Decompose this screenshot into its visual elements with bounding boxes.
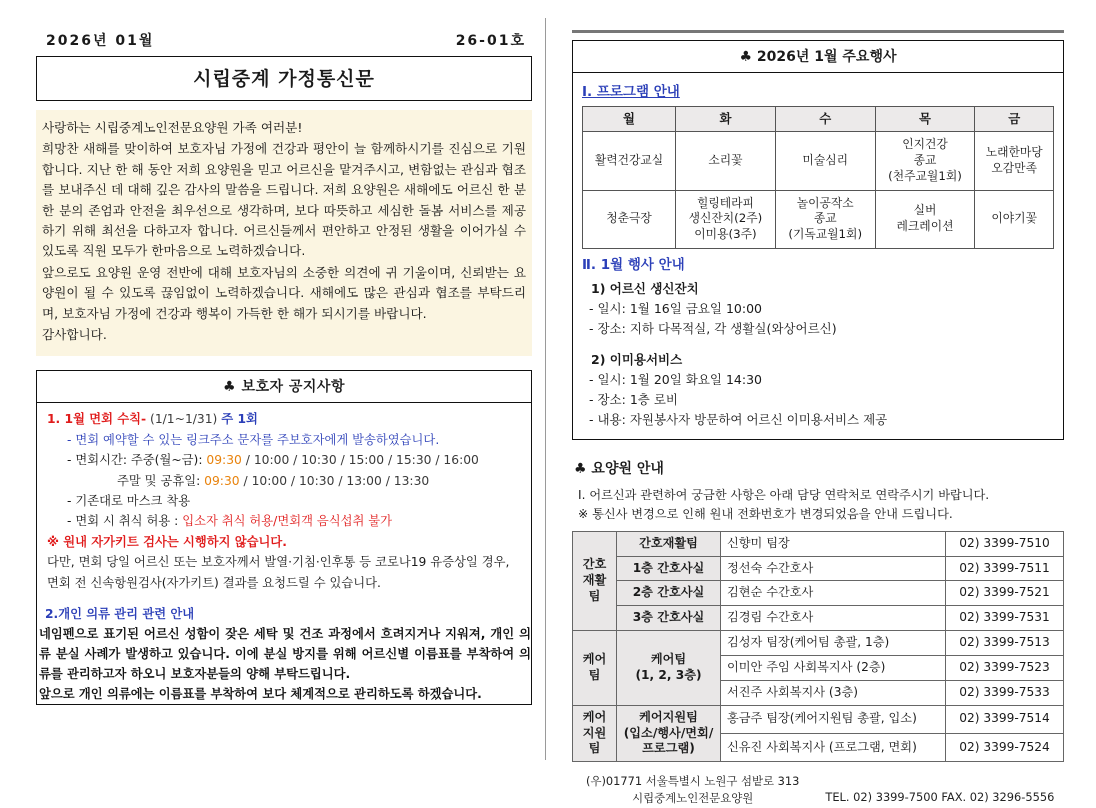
contact-tel: 02) 3399-7531 — [946, 606, 1064, 631]
notice-mask-rule: - 기존대로 마스크 착용 — [67, 493, 191, 508]
program-section-title: Ⅰ. 프로그램 안내 — [582, 83, 680, 100]
intro-section — [36, 110, 532, 356]
contact-sub: 3층 간호사실 — [617, 606, 721, 631]
contact-tel: 02) 3399-7523 — [946, 656, 1064, 681]
events-heading: ♣ 2026년 1월 주요행사 — [573, 41, 1063, 73]
event1-when: - 일시: 1월 16일 금요일 10:00 — [589, 300, 762, 316]
program-header-wed: 수 — [775, 106, 875, 132]
event-spacer — [585, 339, 1054, 350]
contact-tel: 02) 3399-7533 — [946, 680, 1064, 705]
notice-item2-title: 2.개인 의류 관리 관련 안내 — [45, 606, 195, 621]
program-cell: 인지건강 종교 (천주교월1회) — [875, 132, 975, 190]
left-column — [36, 30, 532, 705]
care-note-2: ※ 통신사 변경으로 인해 원내 전화번호가 변경되었음을 안내 드립니다. — [578, 506, 953, 521]
meal-rule-label: - 면회 시 취식 허용 : — [67, 514, 179, 529]
contact-group-care: 케어 팀 — [573, 631, 617, 706]
column-divider — [545, 18, 546, 760]
program-cell: 미술심리 — [775, 132, 875, 190]
contact-name: 정선숙 수간호사 — [721, 556, 946, 581]
event1-where: - 장소: 지하 다목적실, 각 생활실(와상어르신) — [589, 320, 837, 336]
program-header-thu: 목 — [875, 106, 975, 132]
table-row — [573, 531, 1064, 556]
footer-tel-fax: TEL. 02) 3399-7500 FAX. 02) 3296-5556 — [825, 790, 1055, 805]
guardian-notice-heading: ♣ 보호자 공지사항 — [37, 371, 531, 403]
table-row — [573, 705, 1064, 733]
notice-link-line: - 면회 예약할 수 있는 링크주소 문자를 주보호자에게 발송하였습니다. — [67, 432, 440, 447]
contact-group-nursing: 간호 재활 팀 — [573, 531, 617, 630]
notice-item1-label: 1. 1월 면회 수칙- — [47, 412, 147, 427]
contact-name: 홍금주 팀장(케어지원팀 총괄, 입소) — [721, 705, 946, 733]
program-table-header-row — [583, 106, 1054, 132]
program-cell: 소리꽃 — [676, 132, 776, 190]
events-body — [573, 73, 1063, 439]
intro-greeting: 사랑하는 시립중계노인전문요양원 가족 여러분! — [42, 120, 303, 135]
contact-name: 김현순 수간호사 — [721, 581, 946, 606]
program-cell: 노래한마당 오감만족 — [975, 132, 1054, 190]
guardian-notice-body — [37, 403, 531, 601]
notice-item1-title — [45, 409, 523, 429]
weekday-other-slots: / 10:00 / 10:30 / 15:00 / 15:30 / 16:00 — [245, 453, 479, 468]
footer — [572, 773, 1064, 807]
table-row — [573, 631, 1064, 656]
contact-tel: 02) 3399-7514 — [946, 705, 1064, 733]
contact-sub: 1층 간호사실 — [617, 556, 721, 581]
table-row — [573, 606, 1064, 631]
intro-closing: 감사합니다. — [42, 326, 107, 342]
contact-sub: 케어지원팀 (입소/행사/면회/프로그램) — [617, 705, 721, 762]
notice-item2 — [37, 605, 531, 705]
table-row — [583, 190, 1054, 248]
event2-where: - 장소: 1층 로비 — [589, 391, 678, 407]
masthead — [36, 30, 532, 56]
notice-selftest-warning: ※ 원내 자가키트 검사는 시행하지 않습니다. — [47, 534, 287, 549]
notice-item1-frequency: 주 1회 — [221, 412, 258, 427]
contact-group-care-support: 케어 지원 팀 — [573, 705, 617, 762]
intro-paragraph-2: 앞으로도 요양원 운영 전반에 대해 보호자님의 소중한 의견에 귀 기울이며, 신뢰받는 요양원이 될 수 있도록 끊임없이 노력하겠습니다. 새해에도 많은 관심과 협조를 부탁드리며, 보호자님 가정에 건강과 행복이 가득한 한 해가 되시기를 바랍니다. — [42, 264, 526, 321]
program-cell: 청춘극장 — [583, 190, 676, 248]
contact-name: 신유진 사회복지사 (프로그램, 면회) — [721, 734, 946, 762]
footer-address-line1: (우)01771 서울특별시 노원구 섬밭로 313 — [586, 774, 800, 789]
care-note-1: Ⅰ. 어르신과 관련하여 궁금한 사항은 아래 담당 연락처로 연락주시기 바랍니다. — [578, 487, 990, 502]
contact-table-body — [573, 531, 1064, 762]
program-cell: 힐링테라피 생신잔치(2주) 이미용(3주) — [676, 190, 776, 248]
intro-paragraph-1: 희망찬 새해를 맞이하여 보호자님 가정에 건강과 평안이 늘 함께하시기를 진심으로 기원합니다. 지난 한 해 동안 저희 요양원을 믿고 어르신을 맡겨주시고, 변함없는 관심과 협조를 보내주신 데 대해 깊은 감사의 말씀을 드립니다. 저희 요양원은 새해에도 어르신 한 분 한 분의 존엄과 안전을 최우선으로 생각하며, 보다 따뜻하고 세심한 돌봄 서비스를 제공하기 위해 최선을 다하고자 합니다. 어르신들께서 편안하고 안정된 생활을 이어가실 수 있도록 직원 모두가 한마음으로 노력하겠습니다. — [42, 141, 526, 259]
table-row — [573, 556, 1064, 581]
contact-sub: 간호재활팀 — [617, 531, 721, 556]
page-title: 시립중계 가정통신문 — [193, 68, 375, 90]
notice-weekend-hours — [45, 471, 523, 491]
title-box — [36, 56, 532, 101]
weekend-first-slot: 09:30 — [204, 473, 240, 488]
weekend-other-slots: / 10:00 / 10:30 / 13:00 / 13:30 — [243, 473, 430, 488]
notice-item2-body2: 앞으로 개인 의류에는 이름표를 부착하여 보다 체계적으로 관리하도록 하겠습니다. — [39, 686, 482, 701]
january-events-list — [582, 279, 1054, 430]
contact-name: 신향미 팀장 — [721, 531, 946, 556]
contact-sub: 케어팀 (1, 2, 3층) — [617, 631, 721, 706]
contact-tel: 02) 3399-7513 — [946, 631, 1064, 656]
contact-tel: 02) 3399-7524 — [946, 734, 1064, 762]
program-header-tue: 화 — [676, 106, 776, 132]
contact-name: 김경림 수간호사 — [721, 606, 946, 631]
program-cell: 실버 레크레이션 — [875, 190, 975, 248]
table-row — [573, 581, 1064, 606]
contact-name: 서진주 사회복지사 (3층) — [721, 680, 946, 705]
event2-when: - 일시: 1월 20일 화요일 14:30 — [589, 371, 762, 387]
notice-covid-extra: 다만, 면회 당일 어르신 또는 보호자께서 발열·기침·인후통 등 코로나19 유증상일 경우, 면회 전 신속항원검사(자가키트) 결과를 요청드릴 수 있습니다. — [47, 555, 510, 590]
event1-name: 1) 어르신 생신잔치 — [591, 280, 699, 296]
january-events-title: Ⅱ. 1월 행사 안내 — [582, 256, 685, 273]
program-cell: 이야기꽃 — [975, 190, 1054, 248]
event2-what: - 내용: 자원봉사자 방문하여 어르신 이미용서비스 제공 — [589, 411, 888, 427]
program-schedule-table — [582, 106, 1054, 249]
table-row — [583, 132, 1054, 190]
guardian-notice-box — [36, 370, 532, 705]
contact-tel: 02) 3399-7521 — [946, 581, 1064, 606]
monthly-events-box — [572, 40, 1064, 440]
care-info-heading: ♣ 요양원 안내 — [574, 460, 664, 477]
weekend-label: 주말 및 공휴일: — [117, 473, 201, 488]
notice-weekday-hours — [45, 450, 523, 470]
weekday-first-slot: 09:30 — [206, 453, 242, 468]
contact-tel: 02) 3399-7511 — [946, 556, 1064, 581]
program-table-body — [583, 132, 1054, 249]
right-column — [572, 30, 1064, 808]
program-header-fri: 금 — [975, 106, 1054, 132]
program-header-mon: 월 — [583, 106, 676, 132]
notice-item2-body: 네임펜으로 표기된 어르신 성함이 잦은 세탁 및 건조 과정에서 흐려지거나 지워져, 개인 의류 분실 사례가 발생하고 있습니다. 이에 분실 방지를 위해 어르신별 이름표를 부착하여 의류를 관리하고자 하오니 보호자분들의 양해 부탁드립니다. — [39, 626, 531, 681]
issue-number: 26-01호 — [455, 33, 526, 49]
weekday-label: - 면회시간: 주중(월~금): — [67, 453, 203, 468]
top-rule — [572, 30, 1064, 33]
contact-tel: 02) 3399-7510 — [946, 531, 1064, 556]
contact-table — [572, 531, 1064, 763]
footer-address-line2: 시립중계노인전문요양원 — [632, 791, 754, 806]
footer-address — [572, 773, 799, 807]
meal-rule-detail: 입소자 취식 허용/면회객 음식섭취 불가 — [182, 514, 393, 529]
issue-date: 2026년 01월 — [46, 33, 155, 49]
notice-item1-period: (1/1~1/31) — [150, 412, 218, 427]
program-cell: 놀이공작소 종교 (기독교월1회) — [775, 190, 875, 248]
contact-name: 이미안 주임 사회복지사 (2층) — [721, 656, 946, 681]
notice-meal-rule — [45, 511, 523, 531]
contact-sub: 2층 간호사실 — [617, 581, 721, 606]
event2-name: 2) 이미용서비스 — [591, 351, 683, 367]
contact-name: 김성자 팀장(케어팀 총괄, 1층) — [721, 631, 946, 656]
program-cell: 활력건강교실 — [583, 132, 676, 190]
